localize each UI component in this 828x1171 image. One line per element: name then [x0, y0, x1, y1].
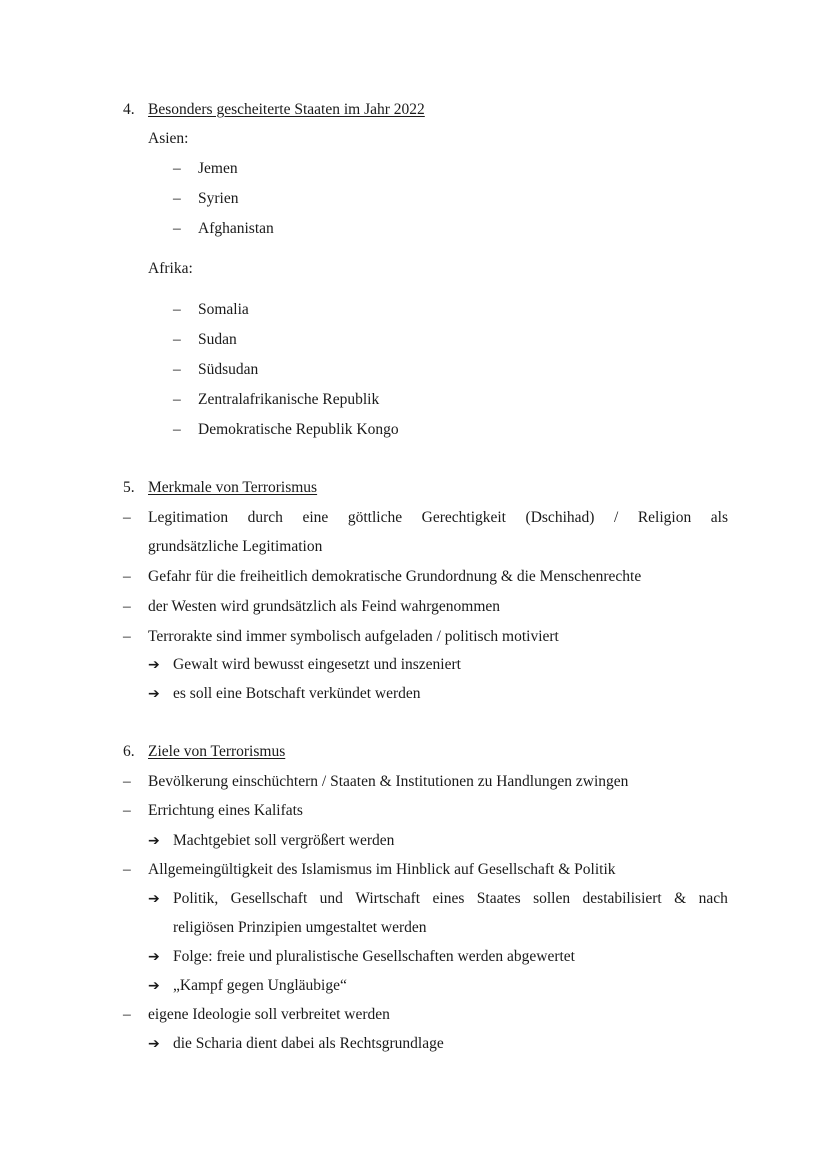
arrow-item-justified: Politik, Gesellschaft und Wirtschaft eines Staates sollen destabilisiert & nach [173, 890, 728, 907]
arrow-right-icon: ➔ [148, 1036, 160, 1052]
arrow-item: Gewalt wird bewusst eingesetzt und inszeniert [173, 656, 461, 673]
list-item: Bevölkerung einschüchtern / Staaten & Institutionen zu Handlungen zwingen [148, 773, 629, 790]
arrow-right-icon: ➔ [148, 686, 160, 702]
list-item: eigene Ideologie soll verbreitet werden [148, 1006, 390, 1023]
dash-bullet: – [123, 861, 131, 878]
asia-label: Asien: [148, 130, 189, 147]
arrow-right-icon: ➔ [148, 891, 160, 907]
africa-label: Afrika: [148, 260, 193, 277]
list-item-continuation: grundsätzliche Legitimation [148, 538, 323, 555]
dash-bullet: – [123, 1006, 131, 1023]
dash-bullet: – [123, 802, 131, 819]
dash-bullet: – [173, 331, 181, 348]
arrow-item-continuation: religiösen Prinzipien umgestaltet werden [173, 919, 427, 936]
list-item: Zentralafrikanische Republik [198, 391, 380, 408]
arrow-item: die Scharia dient dabei als Rechtsgrundlage [173, 1035, 444, 1052]
list-item-justified: Legitimation durch eine göttliche Gerechtigkeit (Dschihad) / Religion als [148, 509, 728, 526]
arrow-item: es soll eine Botschaft verkündet werden [173, 685, 421, 702]
section-4-number: 4. [123, 101, 135, 118]
section-5-heading: Merkmale von Terrorismus [148, 479, 318, 496]
list-item: Gefahr für die freiheitlich demokratische Grundordnung & die Menschenrechte [148, 568, 642, 585]
dash-bullet: – [123, 568, 131, 585]
list-item: Errichtung eines Kalifats [148, 802, 303, 819]
section-6-number: 6. [123, 743, 135, 760]
dash-bullet: – [123, 628, 131, 645]
dash-bullet: – [173, 391, 181, 408]
arrow-right-icon: ➔ [148, 949, 160, 965]
section-6-heading: Ziele von Terrorismus [148, 743, 286, 760]
dash-bullet: – [173, 301, 181, 318]
section-4-heading: Besonders gescheiterte Staaten im Jahr 2022 [148, 101, 425, 118]
dash-bullet: – [123, 598, 131, 615]
dash-bullet: – [123, 509, 131, 526]
section-5-number: 5. [123, 479, 135, 496]
list-item: Demokratische Republik Kongo [198, 421, 399, 438]
arrow-item: „Kampf gegen Ungläubige“ [173, 977, 347, 994]
list-item: Allgemeingültigkeit des Islamismus im Hinblick auf Gesellschaft & Politik [148, 861, 616, 878]
arrow-right-icon: ➔ [148, 657, 160, 673]
dash-bullet: – [173, 160, 181, 177]
list-item: Südsudan [198, 361, 259, 378]
list-item: Somalia [198, 301, 249, 318]
list-item: Afghanistan [198, 220, 274, 237]
list-item: Syrien [198, 190, 239, 207]
dash-bullet: – [173, 421, 181, 438]
dash-bullet: – [123, 773, 131, 790]
arrow-item: Folge: freie und pluralistische Gesellschaften werden abgewertet [173, 948, 575, 965]
list-item: Jemen [198, 160, 238, 177]
dash-bullet: – [173, 190, 181, 207]
dash-bullet: – [173, 220, 181, 237]
arrow-right-icon: ➔ [148, 978, 160, 994]
arrow-right-icon: ➔ [148, 833, 160, 849]
list-item: Terrorakte sind immer symbolisch aufgeladen / politisch motiviert [148, 628, 559, 645]
list-item: der Westen wird grundsätzlich als Feind wahrgenommen [148, 598, 501, 615]
arrow-item: Machtgebiet soll vergrößert werden [173, 832, 395, 849]
list-item: Sudan [198, 331, 237, 348]
dash-bullet: – [173, 361, 181, 378]
